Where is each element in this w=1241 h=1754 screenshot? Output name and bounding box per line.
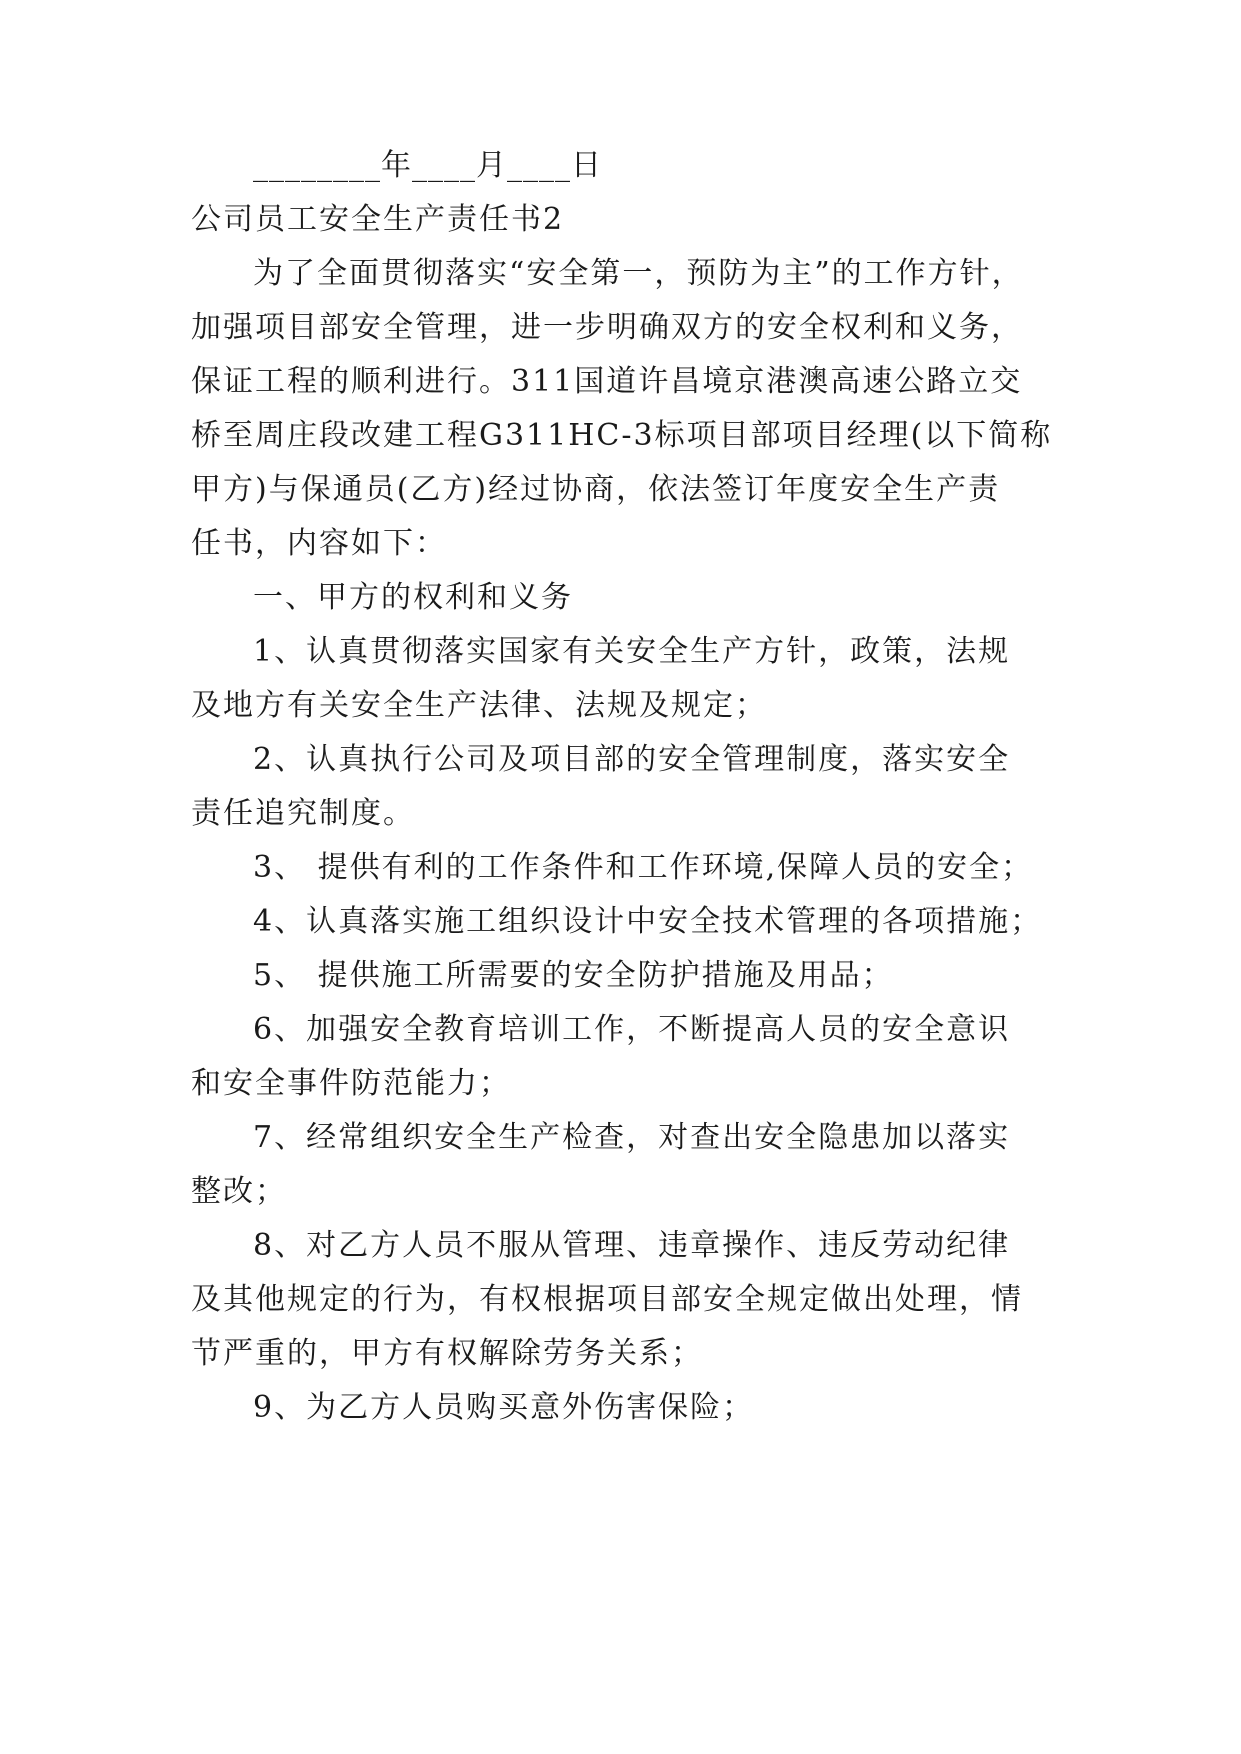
item-8-line-2: 及其他规定的行为，有权根据项目部安全规定做出处理，情 <box>191 1282 1023 1317</box>
section-heading: 一、甲方的权利和义务 <box>253 580 573 615</box>
item-5-line-1: 5、 提供施工所需要的安全防护措施及用品； <box>253 958 894 993</box>
item-9-line-1: 9、为乙方人员购买意外伤害保险； <box>253 1390 755 1425</box>
intro-line-2: 加强项目部安全管理，进一步明确双方的安全权利和义务， <box>191 310 1023 345</box>
intro-line-5: 甲方)与保通员(乙方)经过协商，依法签订年度安全生产责 <box>191 472 1001 507</box>
item-1-line-1: 1、认真贯彻落实国家有关安全生产方针，政策，法规 <box>253 634 1011 669</box>
intro-line-4: 桥至周庄段改建工程G311HC-3标项目部项目经理(以下简称 <box>191 418 1053 453</box>
item-6-line-2: 和安全事件防范能力； <box>191 1066 511 1101</box>
item-8-line-3: 节严重的，甲方有权解除劳务关系； <box>191 1336 703 1371</box>
item-3-line-1: 3、 提供有利的工作条件和工作环境,保障人员的安全； <box>253 850 1034 885</box>
item-6-line-1: 6、加强安全教育培训工作，不断提高人员的安全意识 <box>253 1012 1011 1047</box>
item-2-line-2: 责任追究制度。 <box>191 796 415 831</box>
item-8-line-1: 8、对乙方人员不服从管理、违章操作、违反劳动纪律 <box>253 1228 1011 1263</box>
intro-line-3: 保证工程的顺利进行。311国道许昌境京港澳高速公路立交 <box>191 364 1023 399</box>
intro-line-1: 为了全面贯彻落实“安全第一，预防为主”的工作方针， <box>253 256 1024 291</box>
date-line: ________年____月____日 <box>253 148 602 183</box>
item-1-line-2: 及地方有关安全生产法律、法规及规定； <box>191 688 767 723</box>
item-7-line-2: 整改； <box>191 1174 287 1209</box>
item-2-line-1: 2、认真执行公司及项目部的安全管理制度，落实安全 <box>253 742 1011 777</box>
item-4-line-1: 4、认真落实施工组织设计中安全技术管理的各项措施； <box>253 904 1043 939</box>
document-title: 公司员工安全生产责任书2 <box>191 202 565 237</box>
intro-line-6: 任书，内容如下： <box>191 526 447 561</box>
item-7-line-1: 7、经常组织安全生产检查，对查出安全隐患加以落实 <box>253 1120 1011 1155</box>
